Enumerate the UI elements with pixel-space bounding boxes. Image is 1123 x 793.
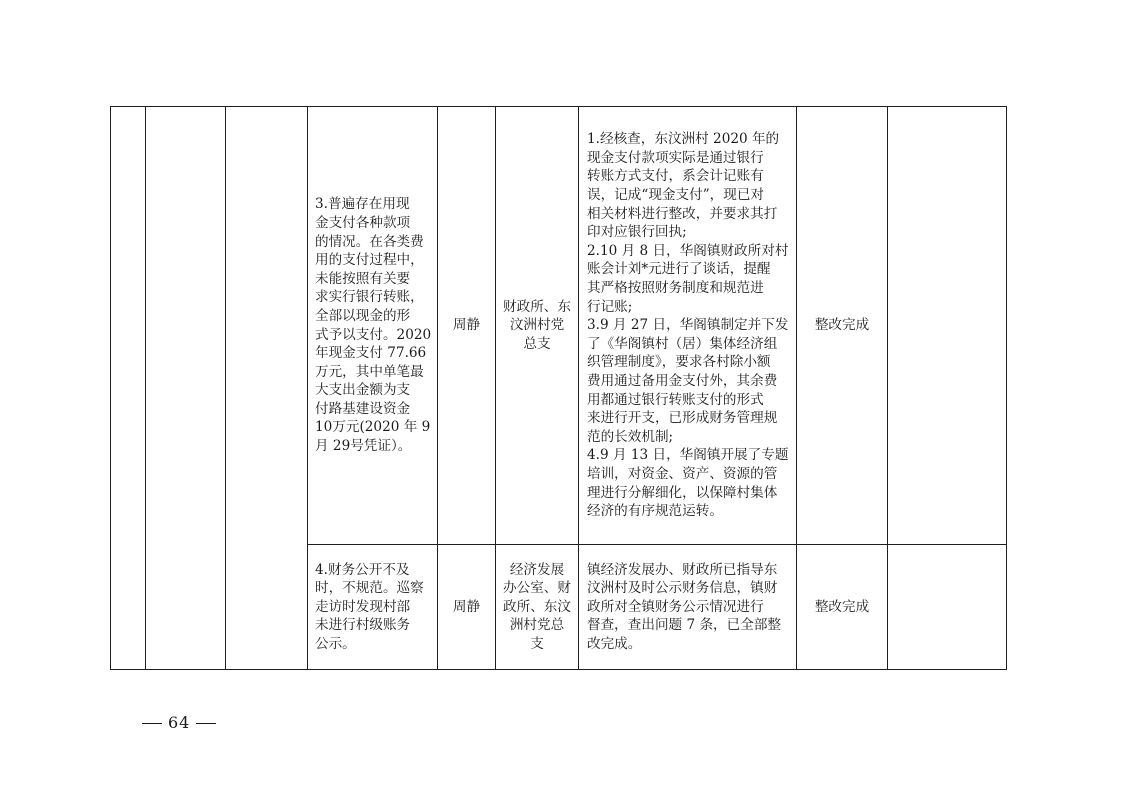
measure-line: 现金支付款项实际是通过银行 [587,149,764,166]
issue-line: 3.普遍存在用现 [315,196,410,213]
dash-right [196,723,216,724]
issue-line: 未能按照有关要 [315,270,411,287]
measure-line: 账会计刘*元进行了谈话，提醒 [587,261,771,278]
dept-line: 总支 [523,335,551,352]
measure-line: 改完成。 [587,635,642,652]
issue-line: 付路基建设资金 [315,400,411,417]
responsible-person-cell: 周静 [438,545,496,670]
measure-line: 行记账; [587,298,633,315]
measures-cell [579,107,797,545]
dept-line: 政所、东汶 [503,598,571,615]
subcategory-cell [226,107,308,670]
page-number-value: 64 [168,713,191,732]
page-number [136,713,222,732]
dept-line: 经济发展 [509,561,565,578]
dept-line: 支 [530,635,544,652]
measure-line: 2.10 月 8 日，华阁镇财政所对村 [587,242,789,259]
measure-line: 印对应银行回执; [587,224,687,241]
issue-line: 用的支付过程中， [315,252,424,269]
department-cell [496,107,579,545]
dash-left [142,723,162,724]
remarks-cell [888,545,1007,670]
measure-line: 经济的有序规范运转。 [587,503,723,520]
measure-line: 3.9 月 27 日，华阁镇制定并下发 [587,317,789,334]
measure-line: 转账方式支付，系会计记账有 [587,168,764,185]
measure-line: 汶洲村及时公示财务信息，镇财 [587,580,778,597]
measure-line: 织管理制度》，要求各村除小额 [587,354,771,371]
measure-line: 理进行分解细化，以保障村集体 [587,484,778,501]
measure-line: 范的长效机制; [587,428,674,445]
issue-line: 4.财务公开不及 [315,561,410,578]
measure-line: 政所对全镇财务公示情况进行 [587,598,764,615]
measure-line: 其严格按照财务制度和规范进 [587,280,764,297]
issue-cell [308,107,438,545]
measure-line: 费用通过备用金支付外，其余费 [587,372,778,389]
issue-line: 万元，其中单笔最 [315,363,424,380]
measure-line: 督查，查出问题 7 条，已全部整 [587,617,782,634]
measure-line: 用都通过银行转账支付的形式 [587,391,764,408]
issue-line: 走访时发现村部 [315,598,411,615]
measures-cell [579,545,797,670]
issue-line: 式予以支付。2020 [315,326,432,343]
measure-line: 镇经济发展办、财政所已指导东 [587,561,778,578]
category-cell [146,107,226,670]
rectification-table [110,106,1007,670]
dept-line: 洲村党总 [509,617,565,634]
status-cell: 整改完成 [797,545,888,670]
status-cell: 整改完成 [797,107,888,545]
issue-line: 10万元(2020 年 9 [315,419,431,436]
measure-line: 培训，对资金、资产、资源的管 [587,465,778,482]
issue-cell [308,545,438,670]
issue-line: 全部以现金的形 [315,307,411,324]
issue-line: 金支付各种款项 [315,214,411,231]
measure-line: 相关材料进行整改，并要求其打 [587,205,778,222]
department-cell [496,545,579,670]
table-row [111,107,1007,545]
issue-line: 未进行村级账务 [315,617,411,634]
issue-line: 求实行银行转账， [315,289,424,306]
issue-line: 的情况。在各类费 [315,233,424,250]
measure-line: 误，记成“现金支付”，现已对 [587,187,765,204]
measure-line: 4.9 月 13 日，华阁镇开展了专题 [587,447,789,464]
issue-line: 时，不规范。巡察 [315,580,424,597]
issue-line: 年现金支付 77.66 [315,345,427,362]
issue-line: 月 29号凭证）。 [315,438,412,455]
responsible-person-cell: 周静 [438,107,496,545]
dept-line: 汶洲村党 [509,317,565,334]
dept-line: 办公室、财 [503,580,571,597]
remarks-cell [888,107,1007,545]
measure-line: 了《华阁镇村（居）集体经济组 [587,335,778,352]
measure-line: 来进行开支，已形成财务管理规 [587,410,778,427]
dept-line: 财政所、东 [503,298,571,315]
measure-line: 1.经核查，东汶洲村 2020 年的 [587,131,780,148]
seq-cell [111,107,146,670]
issue-line: 公示。 [315,635,356,652]
issue-line: 大支出金额为支 [315,382,411,399]
